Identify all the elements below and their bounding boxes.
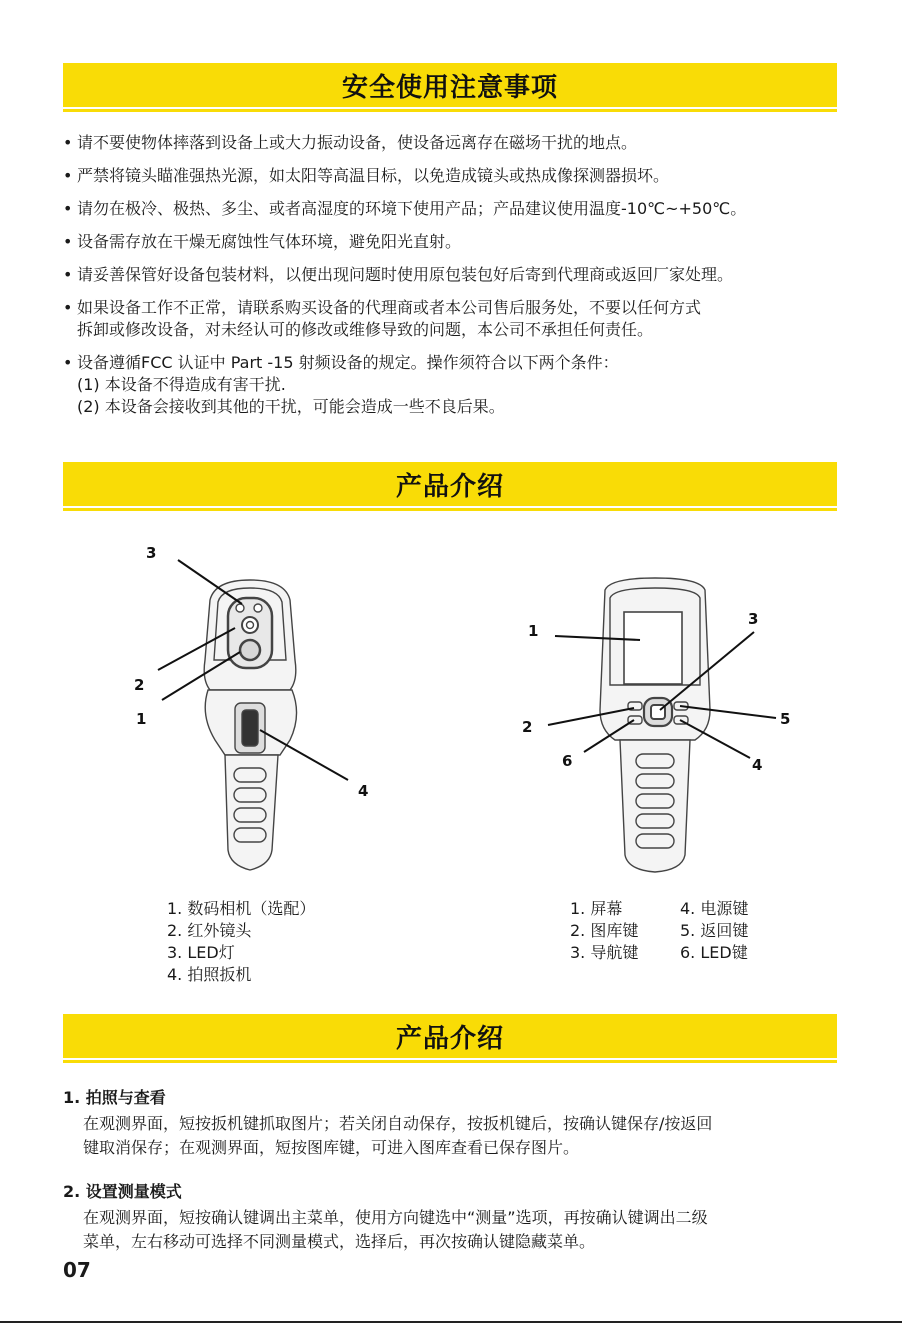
device-back-illustration	[510, 570, 810, 890]
list-item	[63, 297, 863, 341]
list-item: • 严禁将镜头瞄准强热光源，如太阳等高温目标，以免造成镜头或热成像探测器损坏。	[63, 165, 863, 187]
section1-heading: 1. 拍照与查看	[63, 1088, 166, 1107]
list-item-line: 拆卸或修改设备，对未经认可的修改或维修导致的问题，本公司不承担任何责任。	[77, 320, 654, 339]
back-callout-6: 6	[562, 752, 573, 770]
section2-heading: 2. 设置测量模式	[63, 1182, 182, 1201]
legend-item: 1. 屏幕	[570, 899, 623, 918]
intro-title-1: 产品介绍	[395, 471, 504, 502]
list-item: • 请妥善保管好设备包装材料，以便出现问题时使用原包装包好后寄到代理商或返回厂家处理。	[63, 264, 863, 286]
list-item: • 设备需存放在干燥无腐蚀性气体环境，避免阳光直射。	[63, 231, 863, 253]
intro-banner-1	[63, 462, 837, 508]
back-callout-1: 1	[528, 622, 539, 640]
front-callout-1: 1	[136, 710, 147, 728]
section2-line: 在观测界面，短按确认键调出主菜单，使用方向键选中“测量”选项，再按确认键调出二级	[83, 1208, 708, 1227]
back-callout-3: 3	[748, 610, 759, 628]
legend-item: 4. 电源键	[680, 899, 749, 918]
device-front-illustration	[120, 540, 390, 880]
front-callout-2: 2	[134, 676, 145, 694]
legend-item: 4. 拍照扳机	[167, 965, 252, 984]
front-legend	[167, 898, 315, 986]
safety-title: 安全使用注意事项	[341, 72, 558, 103]
list-item: • 请不要使物体摔落到设备上或大力振动设备，使设备远离存在磁场干扰的地点。	[63, 132, 863, 154]
legend-item: 6. LED键	[680, 943, 748, 962]
section1-line: 键取消保存；在观测界面，短按图库键，可进入图库查看已保存图片。	[83, 1138, 580, 1157]
legend-item: 3. LED灯	[167, 943, 235, 962]
list-item-line: (2) 本设备会接收到其他的干扰，可能会造成一些不良后果。	[77, 397, 505, 416]
section2-body	[83, 1206, 843, 1254]
list-item: • 请勿在极冷、极热、多尘、或者高湿度的环境下使用产品；产品建议使用温度-10℃~+50℃。	[63, 198, 863, 220]
front-callout-3: 3	[146, 544, 157, 562]
section1-line: 在观测界面，短按扳机键抓取图片；若关闭自动保存，按扳机键后，按确认键保存/按返回	[83, 1114, 713, 1133]
legend-item: 5. 返回键	[680, 921, 749, 940]
intro-title-2: 产品介绍	[395, 1023, 504, 1054]
legend-item: 3. 导航键	[570, 943, 639, 962]
front-callout-4: 4	[358, 782, 369, 800]
legend-item: 1. 数码相机（选配）	[167, 899, 316, 918]
page-number: 07	[63, 1258, 91, 1282]
back-callout-4: 4	[752, 756, 763, 774]
list-item-line: (1) 本设备不得造成有害干扰.	[77, 375, 286, 394]
list-item-line: • 如果设备工作不正常，请联系购买设备的代理商或者本公司售后服务处，不要以任何方式	[77, 298, 702, 317]
section1-body	[83, 1112, 843, 1160]
intro-banner-2	[63, 1014, 837, 1060]
footer-divider	[0, 1321, 902, 1323]
list-item	[63, 352, 863, 418]
safety-list	[63, 132, 863, 429]
legend-item: 2. 红外镜头	[167, 921, 252, 940]
back-callout-5: 5	[780, 710, 791, 728]
back-callout-2: 2	[522, 718, 533, 736]
back-legend-left	[570, 898, 638, 964]
safety-banner	[63, 63, 837, 109]
back-legend-right	[680, 898, 748, 964]
section2-line: 菜单，左右移动可选择不同测量模式，选择后，再次按确认键隐藏菜单。	[83, 1232, 596, 1251]
list-item-line: • 设备遵循FCC 认证中 Part -15 射频设备的规定。操作须符合以下两个条件：	[77, 353, 619, 372]
legend-item: 2. 图库键	[570, 921, 639, 940]
